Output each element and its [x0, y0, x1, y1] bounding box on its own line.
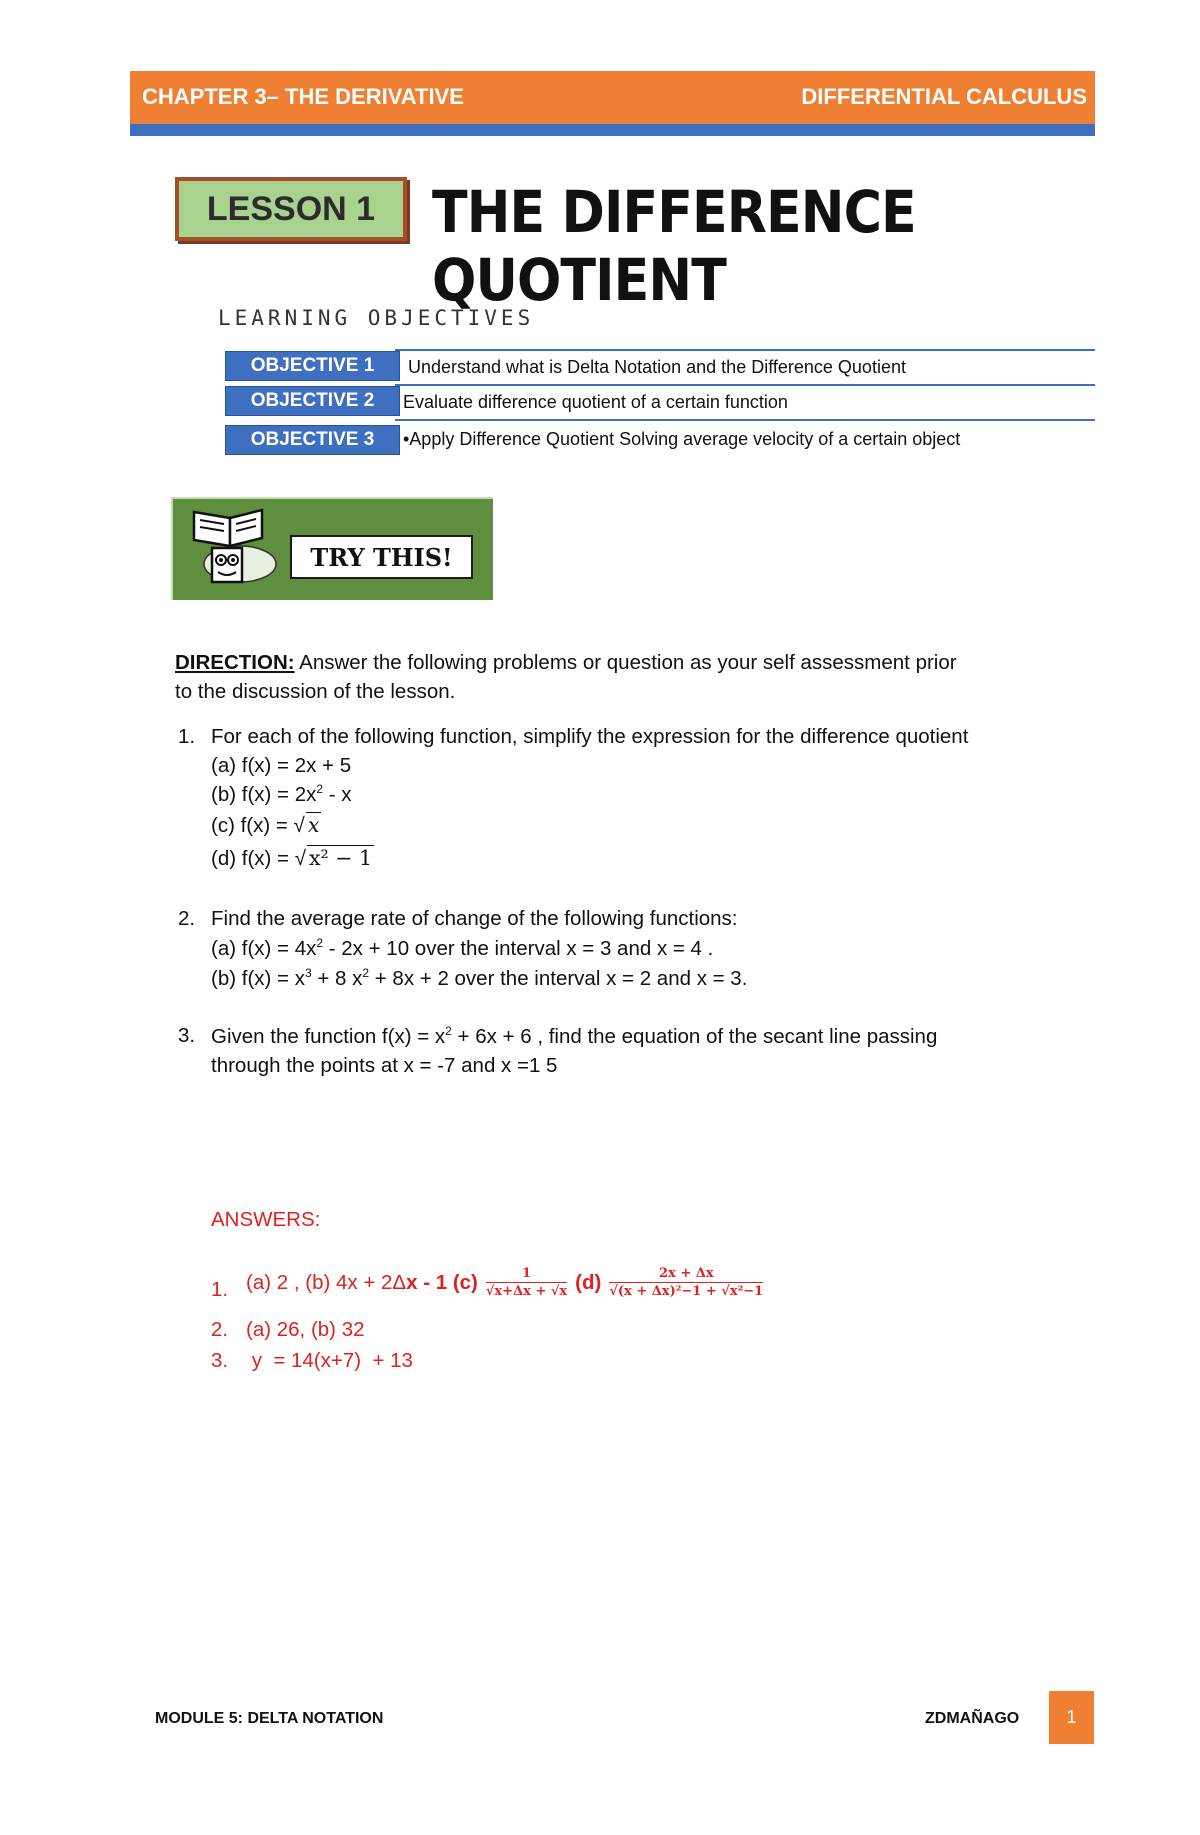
- direction-line-2: to the discussion of the lesson.: [175, 680, 456, 703]
- objective-text: Understand what is Delta Notation and the Difference Quotient: [408, 357, 906, 377]
- problem-number: 1.: [178, 725, 196, 748]
- problem-1b: (b) $f(x) = 2x^2 - x$: [211, 782, 352, 806]
- objective-label: OBJECTIVE 1: [225, 351, 400, 381]
- answer-1-d-label: (d): [575, 1270, 602, 1294]
- objective-divider: [395, 384, 1095, 386]
- sqrt-radicand: x² − 1: [308, 846, 373, 870]
- problem-number: 3.: [178, 1024, 196, 1047]
- objective-row: [225, 419, 1095, 449]
- page-number: 1: [1049, 1691, 1094, 1744]
- answer-1: [246, 1266, 763, 1299]
- answer-3: y = 14(x+7) + 13: [246, 1349, 413, 1372]
- fraction-denominator: √x+Δx + √x: [485, 1284, 568, 1299]
- fraction-numerator: 1: [486, 1266, 567, 1283]
- lesson-title: THE DIFFERENCE QUOTIENT: [432, 178, 916, 314]
- answers-heading: ANSWERS:: [211, 1208, 321, 1231]
- problem-2a: (a) $f(x) = 4x^2 - 2x + 10$ over the interval x = 3 and x = 4 .: [211, 936, 714, 960]
- answer-1-text-bold: x - 1 (c): [406, 1270, 478, 1294]
- footer-module: MODULE 5: DELTA NOTATION: [155, 1710, 384, 1727]
- problem-3-line-1: Given the function $f(x) = x^2 + 6x + 6$ , find the equation of the secant line passing: [211, 1024, 938, 1048]
- problem-1c: (c) f(x) = √ x: [211, 813, 320, 837]
- problem-1-text: For each of the following function, simplify the expression for the difference quotient: [211, 725, 969, 748]
- objective-row: [225, 384, 1095, 414]
- answer-number: 1.: [211, 1278, 229, 1301]
- fraction-denominator: √(x + Δx)²−1 + √x²−1: [609, 1284, 764, 1299]
- direction-line-1: [175, 651, 957, 675]
- problem-2b: (b) $f(x) = x^3 + 8$ $x^2 + 8x + 2$ over the interval x = 2 and x = 3.: [211, 966, 748, 990]
- problem-1d: (d) f(x) = √ x² − 1: [211, 846, 373, 870]
- objective-text: •Apply Difference Quotient Solving average velocity of a certain object: [403, 429, 961, 449]
- fraction-numerator: 2x + Δx: [609, 1266, 763, 1283]
- answer-number: 3.: [211, 1349, 229, 1372]
- answer-2: (a) 26, (b) 32: [246, 1318, 365, 1341]
- sqrt-radicand: x: [307, 813, 320, 837]
- header-underline: [130, 124, 1095, 136]
- book-reader-icon: [190, 502, 280, 597]
- answer-1-text: (a) 2 , (b) 4x + 2Δ: [246, 1270, 407, 1294]
- footer-author: ZDMAÑAGO: [925, 1710, 1020, 1727]
- problem-2-text: Find the average rate of change of the following functions:: [211, 907, 738, 930]
- subject-title: DIFFERENTIAL CALCULUS: [801, 84, 1087, 109]
- learning-objectives-heading: LEARNING OBJECTIVES: [218, 306, 535, 330]
- problem-number: 2.: [178, 907, 196, 930]
- objective-label: OBJECTIVE 3: [225, 425, 400, 455]
- direction-text: Answer the following problems or question as your self assessment prior: [294, 651, 957, 674]
- lesson-label: LESSON 1: [175, 177, 407, 241]
- fraction-d: [609, 1266, 763, 1299]
- chapter-title: CHAPTER 3– THE DERIVATIVE: [142, 84, 464, 109]
- problem-1a: (a) f(x) = 2x + 5: [211, 754, 352, 777]
- objective-text: Evaluate difference quotient of a certain function: [403, 392, 788, 412]
- objective-divider: [395, 419, 1095, 421]
- problem-3-line-2: through the points at x = -7 and x =1 5: [211, 1054, 558, 1077]
- direction-label: DIRECTION:: [175, 651, 295, 674]
- objective-row: [225, 349, 1095, 379]
- objective-label: OBJECTIVE 2: [225, 386, 400, 416]
- answer-number: 2.: [211, 1318, 229, 1341]
- try-this-label: TRY THIS!: [290, 535, 473, 579]
- fraction-c: [486, 1266, 567, 1299]
- objective-divider: [395, 349, 1095, 351]
